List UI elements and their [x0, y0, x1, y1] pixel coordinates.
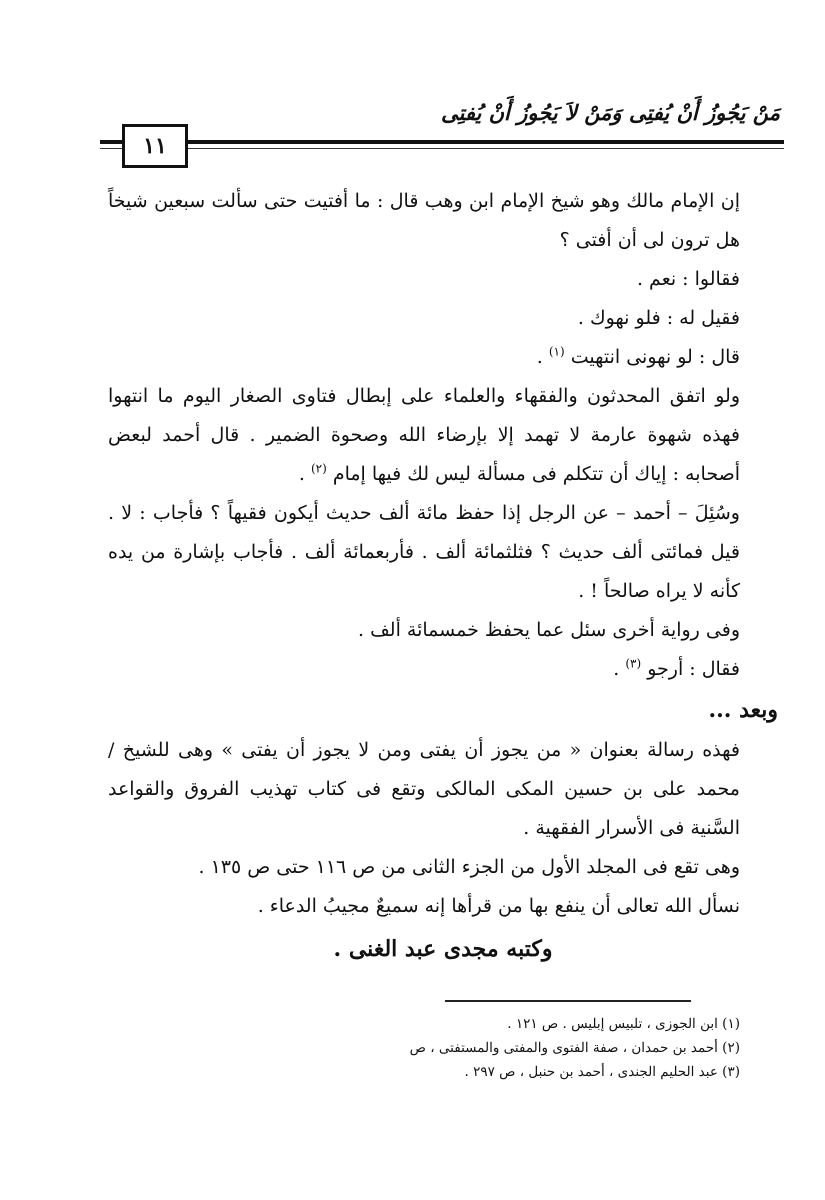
footnote: (١) ابن الجوزى ، تلبيس إبليس . ص ١٢١ .	[507, 1016, 740, 1032]
period: .	[298, 463, 305, 485]
paragraph	[108, 338, 778, 377]
running-header-title: مَنْ يَجُوزُ أَنْ يُفتِى وَمَنْ لاَ يَجُوزُ أَنْ يُفتِى	[441, 100, 780, 125]
paragraph: فقيل له : فلو نهوك .	[577, 307, 740, 329]
period: .	[536, 346, 543, 368]
footnote: (٢) أحمد بن حمدان ، صفة الفتوى والمفتى والمستفتى ، ص	[409, 1040, 740, 1056]
page-number: ١١	[122, 124, 188, 168]
paragraph: فهذه رسالة بعنوان « من يجوز أن يفتى ومن لا يجوز أن يفتى » وهى للشيخ / محمد على بن حسين المكى المالكى وتقع فى كتاب تهذيب الفروق والقواعد السَّنية فى الأسرار الفقهية .	[108, 739, 740, 839]
footnote-ref: (١)	[548, 344, 565, 359]
page-body	[108, 182, 778, 969]
header-rule-thin	[100, 148, 784, 149]
paragraph: وفى رواية أخرى سئل عما يحفظ خمسمائة ألف .	[358, 619, 740, 641]
footnote-ref: (٣)	[625, 656, 642, 671]
paragraph	[108, 377, 778, 494]
paragraph: وهى تقع فى المجلد الأول من الجزء الثانى من ص ١١٦ حتى ص ١٣٥ .	[198, 856, 740, 878]
section-heading: وبعد ...	[708, 697, 778, 723]
paragraph: فقالوا : نعم .	[636, 268, 740, 290]
footnote: (٣) عبد الحليم الجندى ، أحمد بن حنبل ، ص ٢٩٧ .	[464, 1064, 740, 1080]
paragraph-text: قال : لو نهونى انتهيت	[570, 346, 740, 368]
paragraph: إن الإمام مالك وهو شيخ الإمام ابن وهب قال : ما أفتيت حتى سألت سبعين شيخاً هل ترون لى أن أفتى ؟	[108, 190, 740, 251]
paragraph-text: فقال : أرجو	[647, 658, 740, 680]
footnote-ref: (٢)	[310, 461, 327, 476]
period: .	[613, 658, 620, 680]
paragraph	[108, 650, 778, 689]
paragraph: نسأل الله تعالى أن ينفع بها من قرأها إنه سميعٌ مجيبُ الدعاء .	[257, 895, 740, 917]
paragraph: وسُئِلَ – أحمد – عن الرجل إذا حفظ مائة ألف حديث أيكون فقيهاً ؟ فأجاب : لا . قيل فمائتى ألف حديث ؟ فثلثمائة ألف . فأربعمائة ألف . فأجاب بإشارة من يده كأنه لا يراه صالحاً ! .	[108, 502, 740, 602]
signature: وكتبه مجدى عبد الغنى .	[333, 936, 553, 962]
footnotes	[300, 1012, 740, 1084]
header-rule	[100, 140, 784, 144]
paragraph-text: ولو اتفق المحدثون والفقهاء والعلماء على إبطال فتاوى الصغار اليوم ما انتهوا فهذه شهوة عارمة لا تهمد إلا بإرضاء الله وصحوة الضمير . قال أحمد لبعض أصحابه : إياك أن تتكلم فى مسألة ليس لك فيها إمام	[108, 385, 740, 485]
footnote-separator	[445, 1000, 691, 1002]
